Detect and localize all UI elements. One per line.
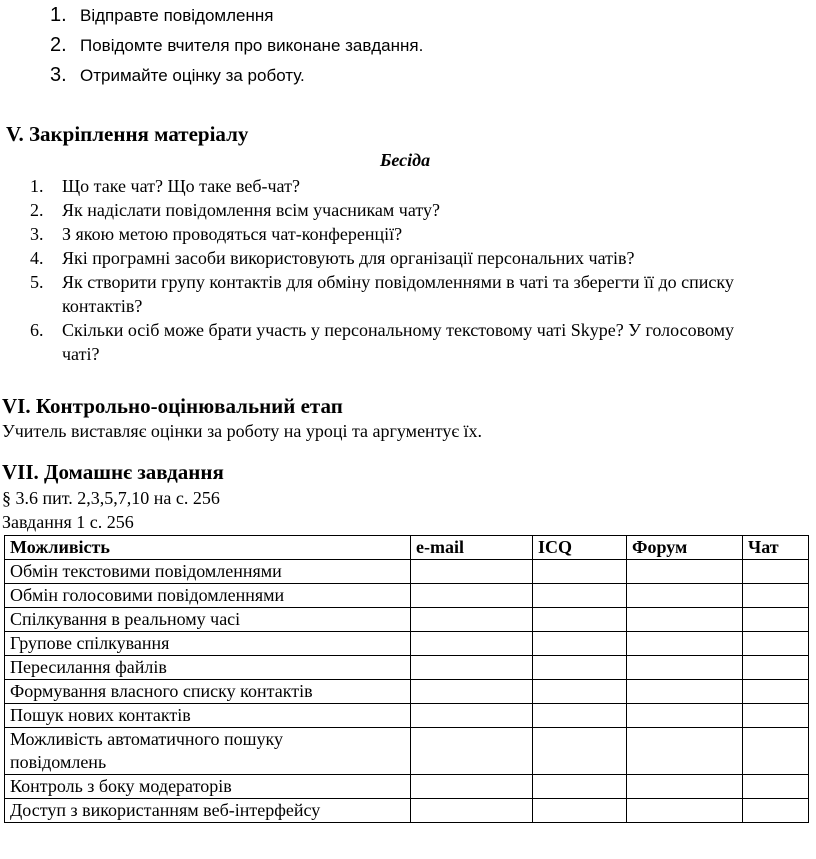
table-cell: [533, 728, 627, 775]
table-cell: [627, 584, 743, 608]
table-cell: [411, 656, 533, 680]
table-row: [5, 656, 809, 680]
table-cell: [627, 560, 743, 584]
col-header: Чат: [743, 536, 809, 560]
table-cell: [627, 728, 743, 775]
section6-heading: VI. Контрольно-оцінювальний етап: [2, 394, 343, 418]
table-row: [5, 728, 809, 775]
row-label: Обмін голосовими повідомленнями: [5, 584, 411, 608]
row-label: Спілкування в реальному часі: [5, 608, 411, 632]
table-cell: [411, 775, 533, 799]
table-cell: [533, 656, 627, 680]
table-cell: [627, 680, 743, 704]
col-header: Можливість: [5, 536, 411, 560]
col-header: ICQ: [533, 536, 627, 560]
row-label: Пересилання файлів: [5, 656, 411, 680]
table-cell: [411, 680, 533, 704]
table-cell: [743, 656, 809, 680]
section7-heading: VII. Домашнє завдання: [2, 460, 224, 484]
table-row: [5, 584, 809, 608]
table-cell: [743, 584, 809, 608]
table-header-row: [5, 536, 809, 560]
table-row: [5, 680, 809, 704]
row-label: Пошук нових контактів: [5, 704, 411, 728]
question-item: 3. З якою метою проводяться чат-конференції?: [30, 224, 403, 244]
col-header: Форум: [627, 536, 743, 560]
table-cell: [533, 632, 627, 656]
table-row: [5, 704, 809, 728]
homework-task: Завдання 1 с. 256: [2, 512, 134, 532]
table-cell: [627, 608, 743, 632]
table-cell: [743, 680, 809, 704]
row-label: Доступ з використанням веб-інтерфейсу: [5, 799, 411, 823]
table-row: [5, 799, 809, 823]
row-label: [5, 728, 411, 775]
section5-heading: V. Закріплення матеріалу: [6, 122, 249, 146]
row-label-line: Можливість автоматичного пошуку: [10, 729, 283, 749]
row-label-line: повідомлень: [10, 752, 107, 772]
table-cell: [533, 584, 627, 608]
section6-text: Учитель виставляє оцінки за роботу на уроці та аргументує їх.: [2, 421, 483, 441]
table-cell: [627, 799, 743, 823]
table-cell: [743, 728, 809, 775]
table-cell: [533, 775, 627, 799]
table-row: [5, 775, 809, 799]
section5-subheading: Бесіда: [380, 150, 431, 170]
row-label: Контроль з боку модераторів: [5, 775, 411, 799]
table-cell: [411, 608, 533, 632]
table-row: [5, 608, 809, 632]
table-cell: [743, 799, 809, 823]
table-cell: [411, 799, 533, 823]
table-cell: [411, 632, 533, 656]
col-header: e-mail: [411, 536, 533, 560]
table-cell: [533, 560, 627, 584]
table-cell: [743, 632, 809, 656]
table-cell: [411, 728, 533, 775]
table-cell: [533, 799, 627, 823]
table-cell: [743, 704, 809, 728]
step-item: 1. Відправте повідомлення: [50, 4, 274, 26]
table-cell: [627, 632, 743, 656]
table-cell: [411, 560, 533, 584]
table-cell: [411, 584, 533, 608]
table-cell: [627, 704, 743, 728]
question-item: 6. Скільки осіб може брати участь у персональному текстовому чаті Skype? У голосовому чаті?: [30, 320, 735, 364]
table-cell: [743, 775, 809, 799]
homework-line: § 3.6 пит. 2,3,5,7,10 на с. 256: [2, 488, 220, 508]
table-cell: [533, 608, 627, 632]
question-item: 1. Що таке чат? Що таке веб-чат?: [30, 176, 300, 196]
table-cell: [411, 704, 533, 728]
table-cell: [627, 775, 743, 799]
question-item: 4. Які програмні засоби використовують для організації персональних чатів?: [30, 248, 635, 268]
table-cell: [533, 704, 627, 728]
row-label: Обмін текстовими повідомленнями: [5, 560, 411, 584]
table-row: [5, 632, 809, 656]
step-item: 3. Отримайте оцінку за роботу.: [50, 64, 305, 86]
table-cell: [743, 560, 809, 584]
table-cell: [743, 608, 809, 632]
step-item: 2. Повідомте вчителя про виконане завдання.: [50, 34, 424, 56]
table-row: [5, 560, 809, 584]
table-cell: [533, 680, 627, 704]
question-item: 5. Як створити групу контактів для обміну повідомленнями в чаті та зберегти її до списку контактів?: [30, 272, 734, 316]
table-cell: [627, 656, 743, 680]
question-item: 2. Як надіслати повідомлення всім учасникам чату?: [30, 200, 440, 220]
features-table: [4, 535, 809, 823]
row-label: Групове спілкування: [5, 632, 411, 656]
row-label: Формування власного списку контактів: [5, 680, 411, 704]
